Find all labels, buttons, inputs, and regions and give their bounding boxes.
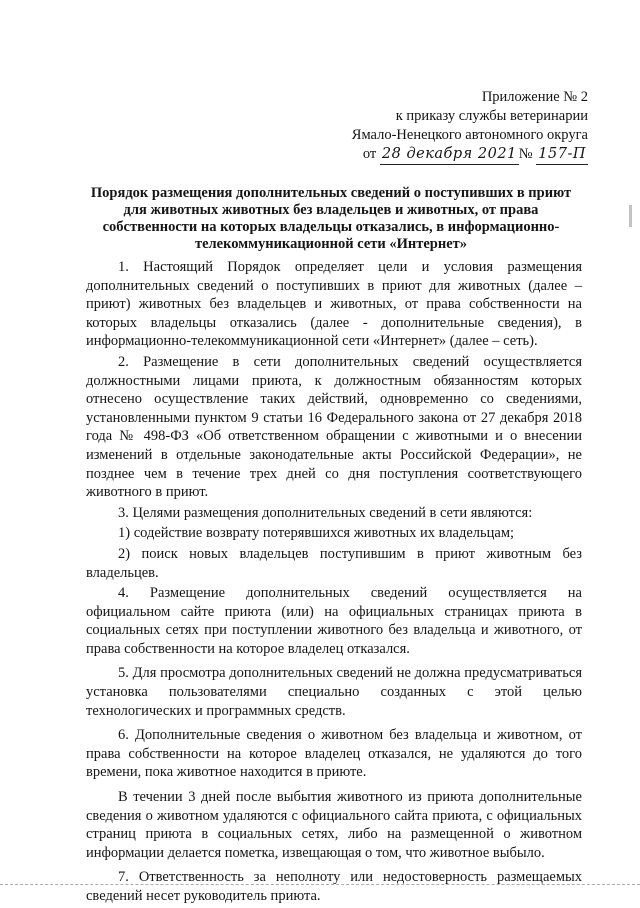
paragraph-1: 1. Настоящий Порядок определяет цели и условия размещения дополнительных сведений о поступивших в приют для животных (далее – приют) животных без владельцев и животных, от права собственности на которых владельцы отказались (далее - дополнительные сведения), в информационно-телекоммуникационной сети «Интернет» (далее – сеть).: [86, 259, 582, 350]
scan-bottom-line: [0, 884, 640, 885]
date-prefix: от: [362, 146, 377, 162]
number-sign: №: [518, 146, 533, 162]
document-body: [86, 258, 582, 908]
paragraph-6: 6. Дополнительные сведения о животном без владельца и животном, от права собственности на которое владелец отказался, не удаляются до того времени, пока животное находится в приюте.: [86, 727, 582, 781]
appendix-order-ref: к приказу службы ветеринарии: [395, 108, 588, 124]
paragraph-6-continued: В течении 3 дней после выбытия животного из приюта дополнительные сведения о животном удаляются с официального сайта приюта, с официальных страниц приюта в социальных сетях, либо на размещенной о животном информации делается пометка, извещающая о том, что животное выбыло.: [86, 789, 582, 861]
appendix-number: Приложение № 2: [481, 89, 588, 105]
paragraph-2: 2. Размещение в сети дополнительных сведений осуществляется должностными лицами приюта, к должностным обязанностям которых отнесено осуществление таких действий, одновременно со сведениями, установленными пунктом 9 статьи 16 Федерального закона от 27 декабря 2018 года № 498-ФЗ «Об ответственном обращении с животными и о внесении изменений в отдельные законодательные акты Российской Федерации», не позднее чем в течение трех дней со дня поступления соответствующего животного в приют.: [86, 353, 582, 501]
paragraph-7: 7. Ответственность за неполноту или недостоверность размещаемых сведений несет руководитель приюта.: [86, 869, 582, 904]
paragraph-3-item-1: 1) содействие возврату потерявшихся животных их владельцам;: [118, 525, 515, 542]
handwritten-date: 28 декабря 2021: [380, 145, 519, 165]
paragraph-4: 4. Размещение дополнительных сведений осуществляется на официальном сайте приюта (или) на официальных страницах приюта в социальных сетях при поступлении животного без владельца и животного, от права собственности на которое владелец отказался.: [86, 585, 582, 657]
scan-edge-mark: [629, 205, 632, 227]
paragraph-5: 5. Для просмотра дополнительных сведений не должна предусматриваться установка пользователями специально созданных с этой целью технологических и программных средств.: [86, 665, 582, 719]
document-title: Порядок размещения дополнительных сведений о поступивших в приют для животных животных без владельцев и животных, от права собственности на которых владельцы отказались, в информационно-телекоммуникационной сети «Интернет»: [90, 185, 572, 252]
handwritten-order-number: 157-П: [536, 145, 588, 165]
paragraph-3-item-2: 2) поиск новых владельцев поступившим в приют животным без владельцев.: [86, 545, 582, 581]
appendix-header: [352, 88, 588, 165]
appendix-region: Ямало-Ненецкого автономного округа: [351, 127, 588, 143]
appendix-date-line: [352, 145, 588, 165]
paragraph-3: 3. Целями размещения дополнительных сведений в сети являются:: [118, 504, 533, 521]
